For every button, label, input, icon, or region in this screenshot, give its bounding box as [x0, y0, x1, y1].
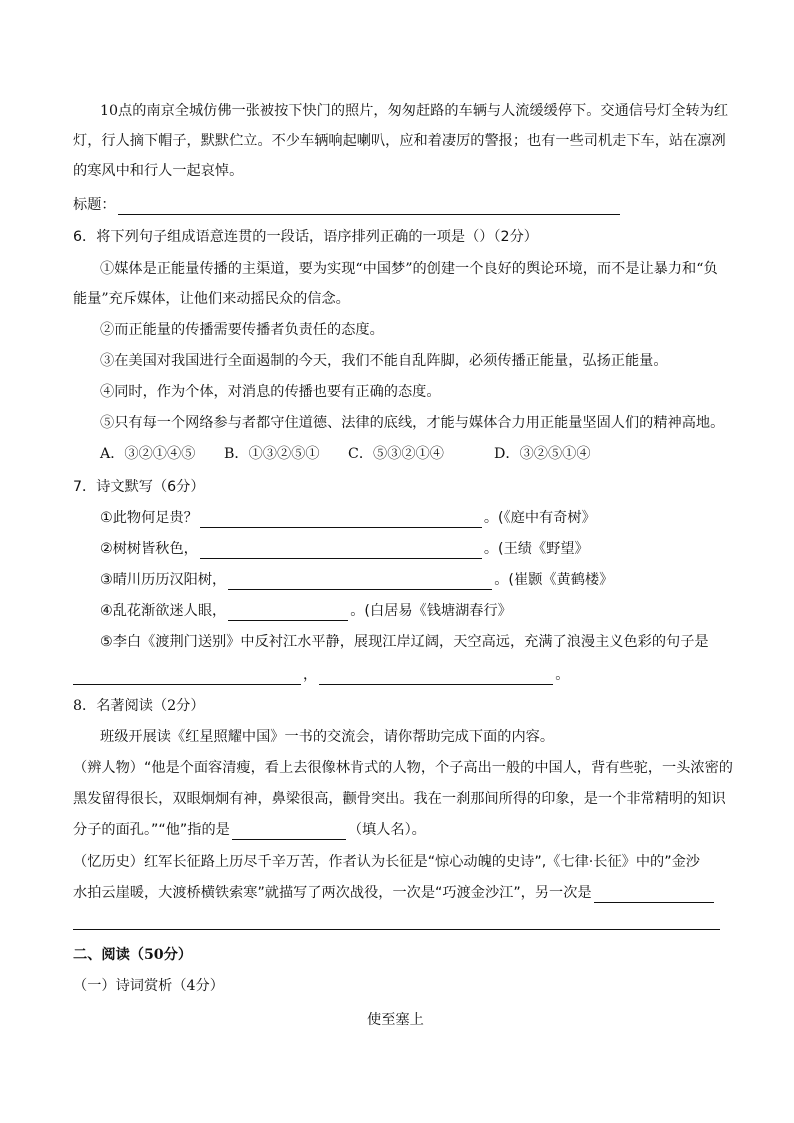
q5-title-answer-blank[interactable] [118, 199, 620, 215]
q5-title-label: 标题： [73, 197, 116, 213]
q7-item-5-blank-2[interactable] [319, 669, 553, 685]
q7-item-2-blank[interactable] [200, 543, 482, 559]
q7-item-4-prefix: ④乱花渐欲迷人眼， [100, 603, 227, 619]
q8-part2-line-2-text: 水拍云崖暖，大渡桥横铁索寒”就描写了两次战役，一次是“巧渡金沙江”，另一次是 [73, 885, 592, 901]
q6-option-b[interactable]: B．①③②⑤① [224, 446, 320, 462]
q6-option-d[interactable]: D．③②⑤①④ [494, 446, 591, 462]
q8-part1-line-3-text: 分子的面孔。”“他”指的是 [73, 822, 230, 838]
q8-part1-line-2: 黑发留得很长，双眼炯炯有神，鼻梁很高，颧骨突出。我在一刹那间所得的印象，是一个非常精明的知识 [73, 791, 726, 807]
q7-item-1-source: 。(《庭中有奇树》 [483, 510, 596, 526]
section2-subheading: （一）诗词赏析（4分） [73, 978, 224, 994]
poem-title: 使至塞上 [367, 1012, 424, 1028]
q7-item-2-source: 。(王绩《野望》 [483, 541, 589, 557]
q7-item-3-prefix: ③晴川历历汉阳树， [100, 572, 227, 588]
q6-option-a[interactable]: A．③②①④⑤ [100, 446, 196, 462]
q7-item-5-blank-1[interactable] [73, 669, 301, 685]
q7-item-3-blank[interactable] [228, 574, 492, 590]
q8-part2-line-2 [73, 883, 716, 903]
q7-item-3 [100, 570, 613, 590]
q7-stem: 7．诗文默写（6分） [73, 479, 205, 495]
q6-sentence-1a: ①媒体是正能量传播的主渠道，要为实现“中国梦”的创建一个良好的舆论环境，而不是让暴力和“负 [100, 261, 718, 277]
q7-item-5-answer-row [73, 665, 569, 685]
q8-part1-tail: （填人名）。 [347, 822, 426, 838]
q8-intro: 班级开展读《红星照耀中国》一书的交流会，请你帮助完成下面的内容。 [100, 729, 555, 745]
q8-answer-line[interactable] [73, 929, 720, 930]
q6-option-c[interactable]: C．⑤③②①④ [348, 446, 444, 462]
section2-heading: 二、阅读（50分） [73, 947, 193, 963]
q7-item-5-comma: ， [303, 667, 318, 683]
q8-person-blank[interactable] [232, 824, 346, 840]
q8-part1-line-1: （辨人物）“他是个面容清瘦，看上去很像林肯式的人物，个子高出一般的中国人，背有些驼，一头浓密的 [73, 760, 733, 776]
q7-item-5-prompt: ⑤李白《渡荆门送别》中反衬江水平静，展现江岸辽阔，天空高远，充满了浪漫主义色彩的句子是 [100, 634, 709, 650]
q5-passage-line-2: 灯，行人摘下帽子，默默伫立。不少车辆响起喇叭，应和着凄厉的警报；也有一些司机走下车，站在凛冽 [73, 133, 726, 149]
q5-passage-line-1: 10点的南京全城仿佛一张被按下快门的照片，匆匆赶路的车辆与人流缓缓停下。交通信号灯全转为红 [100, 103, 729, 119]
q6-options [100, 444, 613, 464]
q6-sentence-1b: 能量”充斥媒体，让他们来动摇民众的信念。 [73, 291, 350, 307]
q7-item-5-period: 。 [555, 667, 570, 683]
q8-battle-blank[interactable] [594, 887, 714, 903]
q7-item-2 [100, 539, 589, 559]
q6-sentence-2: ②而正能量的传播需要传播者负责任的态度。 [100, 322, 384, 338]
q7-item-4-blank[interactable] [228, 605, 348, 621]
q7-item-3-source: 。(崔颢《黄鹤楼》 [494, 572, 614, 588]
q7-item-1 [100, 508, 596, 528]
q5-title-row [73, 195, 622, 215]
q7-item-1-prefix: ①此物何足贵？ [100, 510, 198, 526]
q7-item-1-blank[interactable] [200, 512, 482, 528]
q8-stem: 8．名著阅读（2分） [73, 698, 205, 714]
q8-part1-line-3 [73, 820, 426, 840]
q8-part2-line-1: （忆历史）红军长征路上历尽千辛万苦，作者认为长征是“惊心动魄的史诗”,《七律·长征》中的”金沙 [73, 854, 700, 870]
q5-passage-line-3: 的寒风中和行人一起哀悼。 [73, 163, 244, 179]
q6-sentence-3: ③在美国对我国进行全面遏制的今天，我们不能自乱阵脚，必须传播正能量，弘扬正能量。 [100, 353, 668, 369]
q6-sentence-4: ④同时，作为个体，对消息的传播也要有正确的态度。 [100, 384, 441, 400]
q7-item-4-source: 。(白居易《钱塘湖春行》 [350, 603, 512, 619]
q7-item-4 [100, 601, 512, 621]
q6-sentence-5: ⑤只有每一个网络参与者都守住道德、法律的底线，才能与媒体合力用正能量坚固人们的精神高地。 [100, 415, 725, 431]
q7-item-2-prefix: ②树树皆秋色， [100, 541, 198, 557]
q6-stem: 6．将下列句子组成语意连贯的一段话，语序排列正确的一项是（）（2分） [73, 229, 538, 245]
